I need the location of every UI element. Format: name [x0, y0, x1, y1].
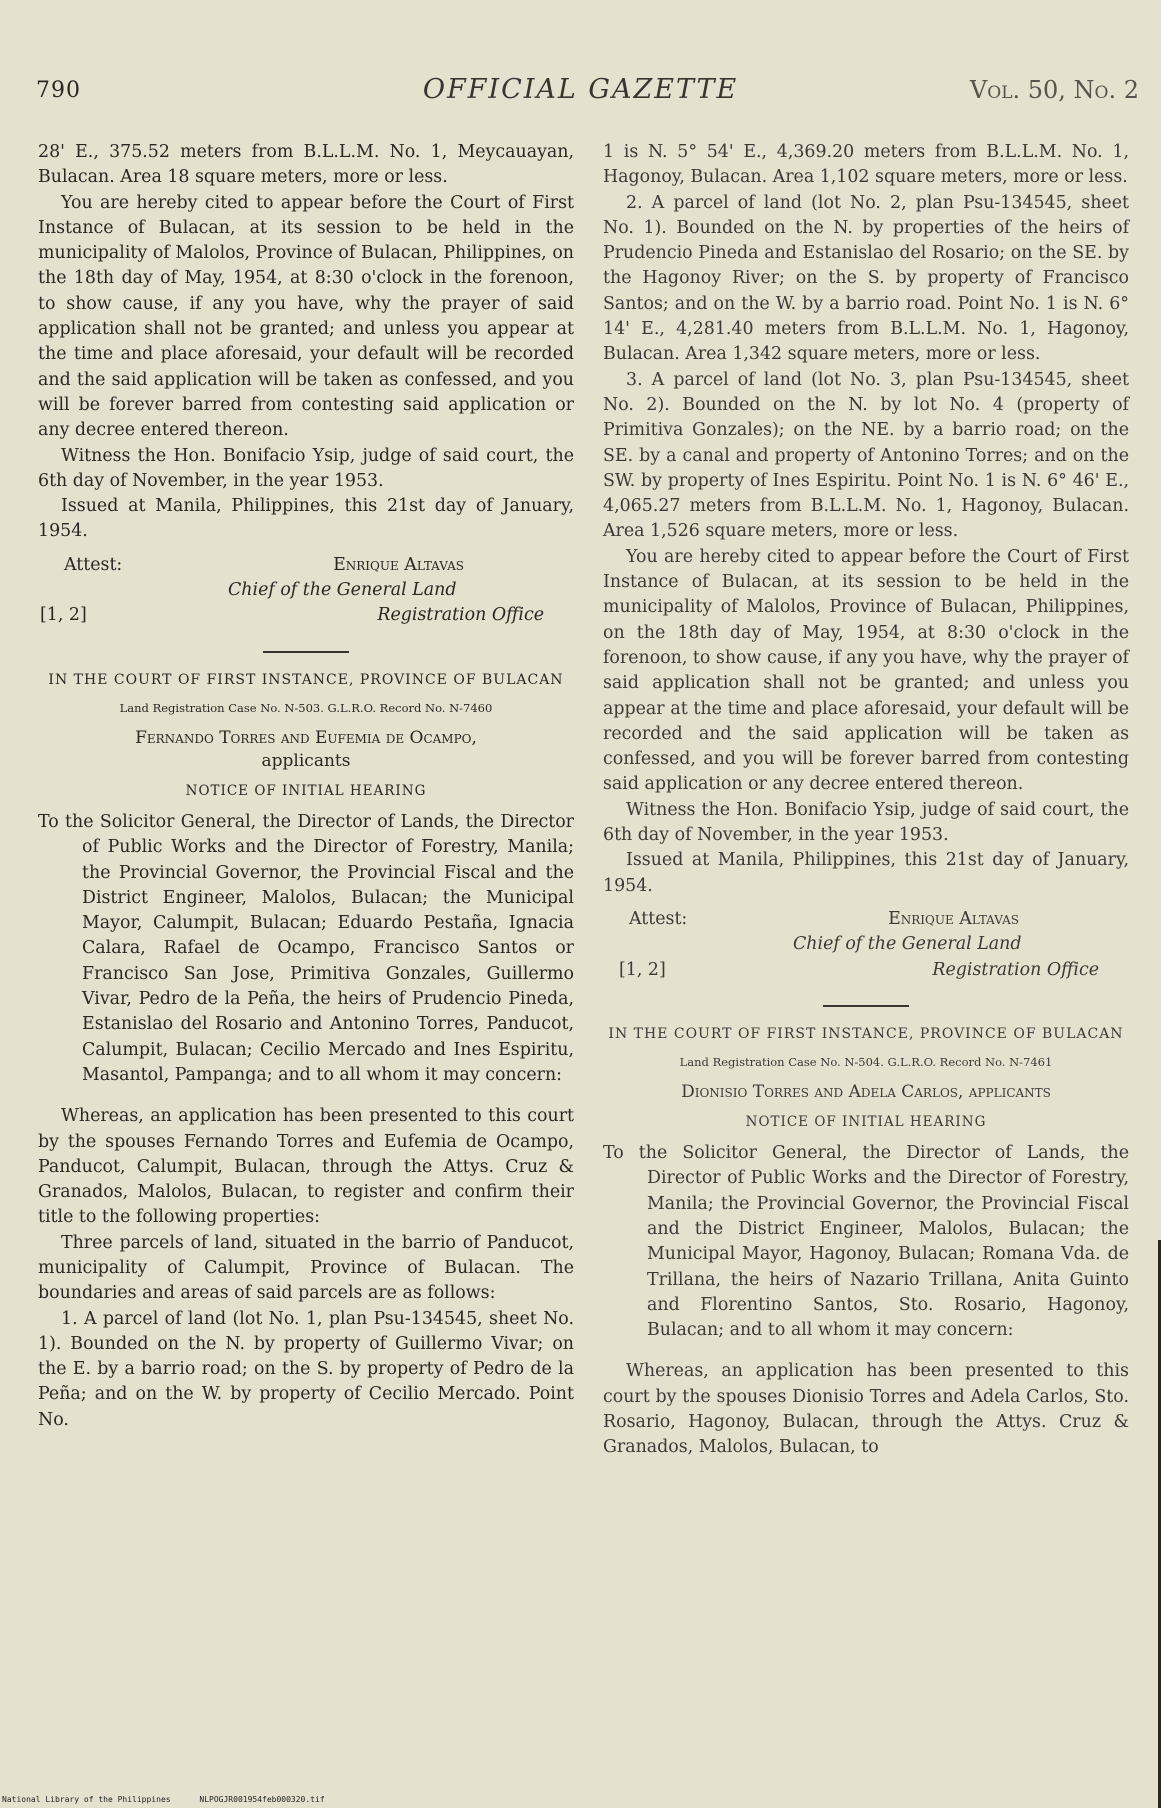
paragraph: Issued at Manila, Philippines, this 21st day of January, 1954. — [603, 850, 1129, 896]
library-name: National Library of the Philippines — [2, 1795, 171, 1804]
section-divider — [263, 651, 349, 653]
notice-heading: NOTICE OF INITIAL HEARING — [745, 1113, 987, 1130]
paragraph: 1 is N. 5° 54' E., 4,369.20 meters from B.L.L.M. No. 1, Hagonoy, Bulacan. Area 1,102 square meters, more or less. — [603, 142, 1129, 188]
addressees: To the Solicitor General, the Director of Lands, the Director of Public Works and the Director of Forestry, Manila; the Provincial Governor, the Provincial Fiscal and the District Engineer, Malolos, Bulacan; the Municipal Mayor, Calumpit, Bulacan; Eduardo Pestaña, Ignacia Calara, Rafael de Ocampo, Francisco Santos or Francisco San Jose, Primitiva Gonzales, Guillermo Vivar, Pedro de la Peña, the heirs of Prudencio Pineda, Estanislao del Rosario and Antonino Torres, Panducot, Calumpit, Bulacan; Cecilio Mercado and Ines Espiritu, Masantol, Pampanga; and to all whom it may concern: — [38, 811, 574, 1085]
applicants: Fernando Torres and Eufemia de Ocampo, — [135, 727, 477, 748]
paragraph: Whereas, an application has been presented to this court by the spouses Fernando Torres and Eufemia de Ocampo, Panducot, Calumpit, Bulacan, through the Attys. Cruz & Granados, Malolos, Bulacan, to register and confirm their title to the following properties: — [38, 1106, 574, 1228]
attest-label: Attest: — [629, 908, 688, 929]
attest-line — [603, 907, 1129, 932]
attest-line — [38, 553, 574, 578]
volume-number: Vol. 50, No. 2 — [969, 76, 1139, 104]
paragraph: 3. A parcel of land (lot No. 3, plan Psu-134545, sheet No. 2). Bounded on the N. by lot No. 4 (property of Primitiva Gonzales); on the NE. by a barrio road; on the SE. by a canal and property of Antonino Torres; and on the SW. by property of Ines Espiritu. Point No. 1 is N. 6° 46' E., 4,065.27 meters from B.L.L.M. No. 1, Hagonoy, Bulacan. Area 1,526 square meters, more or less. — [603, 369, 1129, 542]
applicants-role: applicants — [261, 750, 351, 771]
notice-heading: NOTICE OF INITIAL HEARING — [185, 782, 427, 799]
attest-footer — [603, 958, 1129, 983]
attest-title: Chief of the General Land — [228, 580, 457, 601]
page-header — [0, 70, 1161, 110]
attest-office: Registration Office — [932, 959, 1099, 980]
right-column — [603, 140, 1129, 1461]
attest-name: Enrique Altavas — [333, 554, 464, 575]
attest-footer — [38, 603, 574, 628]
paragraph: Three parcels of land, situated in the barrio of Panducot, municipality of Calumpit, Province of Bulacan. The boundaries and areas of said parcels are as follows: — [38, 1232, 574, 1304]
paragraph: 2. A parcel of land (lot No. 2, plan Psu-134545, sheet No. 1). Bounded on the N. by properties of the heirs of Prudencio Pineda and Estanislao del Rosario; on the SE. by the Hagonoy River; on the S. by property of Francisco Santos; and on the W. by a barrio road. Point No. 1 is N. 6° 14' E., 4,281.40 meters from B.L.L.M. No. 1, Hagonoy, Bulacan. Area 1,342 square meters, more or less. — [603, 192, 1129, 365]
left-column — [38, 140, 574, 1433]
case-number: Land Registration Case No. N-504. G.L.R.O. Record No. N-7461 — [679, 1054, 1053, 1069]
paragraph: 1. A parcel of land (lot No. 1, plan Psu-134545, sheet No. 1). Bounded on the N. by property of Guillermo Vivar; on the E. by a barrio road; on the S. by property of Pedro de la Peña; and on the W. by property of Cecilio Mercado. Point No. — [38, 1308, 574, 1430]
court-heading: IN THE COURT OF FIRST INSTANCE, PROVINCE OF BULACAN — [48, 671, 564, 688]
scan-footer — [2, 1795, 349, 1804]
reference-number: [1, 2] — [40, 605, 87, 626]
page-number: 790 — [36, 78, 81, 103]
paragraph: You are hereby cited to appear before the Court of First Instance of Bulacan, at its session to be held in the municipality of Malolos, Province of Bulacan, Philippines, on the 18th day of May, 1954, at 8:30 o'clock in the forenoon, to show cause, if any you have, why the prayer of said application shall not be granted; and unless you appear at the time and place aforesaid, your default will be recorded and the said application will be taken as confessed, and you will be forever barred from contesting said application or any decree entered thereon. — [603, 546, 1129, 795]
paragraph: Whereas, an application has been presented to this court by the spouses Dionisio Torres and Adela Carlos, Sto. Rosario, Hagonoy, Bulacan, through the Attys. Cruz & Granados, Malolos, Bulacan, to — [603, 1361, 1129, 1458]
applicants: Dionisio Torres and Adela Carlos, applicants — [681, 1081, 1051, 1102]
attest-name: Enrique Altavas — [888, 908, 1019, 929]
paragraph: 28' E., 375.52 meters from B.L.L.M. No. 1, Meycauayan, Bulacan. Area 18 square meters, more or less. — [38, 142, 574, 188]
case-number: Land Registration Case No. N-503. G.L.R.O. Record No. N-7460 — [119, 700, 493, 715]
paragraph: Witness the Hon. Bonifacio Ysip, judge of said court, the 6th day of November, in the year 1953. — [38, 445, 574, 491]
addressees: To the Solicitor General, the Director of Lands, the Director of Public Works and the Director of Forestry, Manila; the Provincial Governor, the Provincial Fiscal and the District Engineer, Malolos, Bulacan; the Municipal Mayor, Hagonoy, Bulacan; Romana Vda. de Trillana, the heirs of Nazario Trillana, Anita Guinto and Florentino Santos, Sto. Rosario, Hagonoy, Bulacan; and to all whom it may concern: — [603, 1143, 1129, 1341]
attest-office: Registration Office — [377, 605, 544, 626]
paragraph: Issued at Manila, Philippines, this 21st day of January, 1954. — [38, 496, 574, 542]
attest-label: Attest: — [64, 554, 123, 575]
reference-number: [1, 2] — [619, 959, 666, 980]
gazette-title: OFFICIAL GAZETTE — [422, 74, 739, 105]
file-name: NLPOGJR001954feb000320.tif — [199, 1795, 325, 1804]
court-heading: IN THE COURT OF FIRST INSTANCE, PROVINCE OF BULACAN — [608, 1025, 1124, 1042]
paragraph: You are hereby cited to appear before the Court of First Instance of Bulacan, at its session to be held in the municipality of Malolos, Province of Bulacan, Philippines, on the 18th day of May, 1954, at 8:30 o'clock in the forenoon, to show cause, if any you have, why the prayer of said application shall not be granted; and unless you appear at the time and place aforesaid, your default will be recorded and the said application will be taken as confessed, and you will be forever barred from contesting said application or any decree entered thereon. — [38, 192, 574, 441]
paragraph: Witness the Hon. Bonifacio Ysip, judge of said court, the 6th day of November, in the year 1953. — [603, 799, 1129, 846]
attest-title: Chief of the General Land — [793, 934, 1022, 955]
section-divider — [823, 1005, 909, 1007]
